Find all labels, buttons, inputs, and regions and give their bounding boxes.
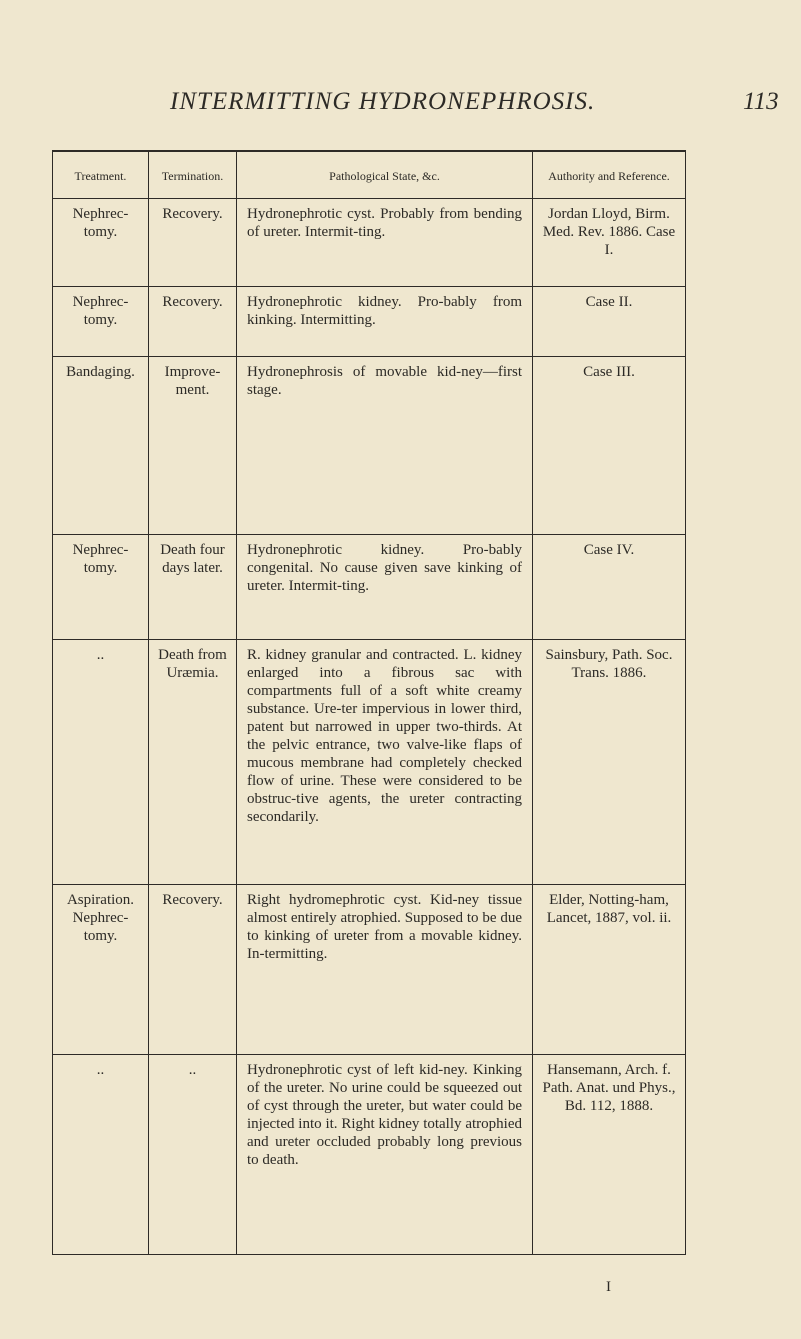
running-title: INTERMITTING HYDRONEPHROSIS. [170,88,596,115]
cell-pathological-state: Hydronephrotic kidney. Pro-bably congenital. No cause given save kinking of ureter. Intermit-ting. [237,535,533,640]
cell-treatment: Nephrec-tomy. [53,287,149,357]
column-header-authority: Authority and Reference. [533,151,686,199]
column-header-treatment: Treatment. [53,151,149,199]
cell-treatment: .. [53,1055,149,1255]
cell-pathological-state: Hydronephrotic kidney. Pro-bably from kinking. Intermitting. [237,287,533,357]
table-row [53,287,686,357]
table-row [53,535,686,640]
cell-authority: Case II. [533,287,686,357]
table-row [53,357,686,535]
cell-treatment: .. [53,640,149,885]
cell-treatment: Nephrec-tomy. [53,535,149,640]
cell-treatment: Nephrec-tomy. [53,199,149,287]
table-row [53,199,686,287]
page-number: 113 [743,88,779,115]
cell-termination: Recovery. [149,287,237,357]
cell-pathological-state: Right hydromephrotic cyst. Kid-ney tissue almost entirely atrophied. Supposed to be due to kinking of ureter from a movable kidney. In-termitting. [237,885,533,1055]
cell-treatment: Bandaging. [53,357,149,535]
sheet-signature-mark: I [606,1279,611,1295]
cell-termination: Improve-ment. [149,357,237,535]
cell-termination: .. [149,1055,237,1255]
cell-pathological-state: Hydronephrotic cyst of left kid-ney. Kinking of the ureter. No urine could be squeezed out of cyst through the ureter, but water could be injected into it. Right kidney totally atrophied and ureter occluded probably long previous to death. [237,1055,533,1255]
cell-authority: Sainsbury, Path. Soc. Trans. 1886. [533,640,686,885]
cell-treatment: Aspiration. Nephrec-tomy. [53,885,149,1055]
cell-termination: Death from Uræmia. [149,640,237,885]
cell-authority: Elder, Notting-ham, Lancet, 1887, vol. ii. [533,885,686,1055]
column-header-pathological-state: Pathological State, &c. [237,151,533,199]
table-row [53,885,686,1055]
cell-pathological-state: R. kidney granular and contracted. L. kidney enlarged into a fibrous sac with compartments full of a soft white creamy substance. Ure-ter impervious in lower third, patent but narrowed in upper two-thirds. At the pelvic entrance, two valve-like flaps of mucous membrane had completely checked flow of urine. These were considered to be obstruc-tive agents, the ureter contracting secondarily. [237,640,533,885]
table-header-row [53,151,686,199]
table-row [53,640,686,885]
cell-termination: Death four days later. [149,535,237,640]
cell-authority: Case IV. [533,535,686,640]
cell-authority: Jordan Lloyd, Birm. Med. Rev. 1886. Case I. [533,199,686,287]
cell-pathological-state: Hydronephrotic cyst. Probably from bending of ureter. Intermit-ting. [237,199,533,287]
cell-authority: Case III. [533,357,686,535]
cell-termination: Recovery. [149,199,237,287]
cell-authority: Hansemann, Arch. f. Path. Anat. und Phys., Bd. 112, 1888. [533,1055,686,1255]
cases-table [52,150,686,1255]
column-header-termination: Termination. [149,151,237,199]
cell-termination: Recovery. [149,885,237,1055]
page-header [0,88,801,128]
cell-pathological-state: Hydronephrosis of movable kid-ney—first stage. [237,357,533,535]
table-row [53,1055,686,1255]
